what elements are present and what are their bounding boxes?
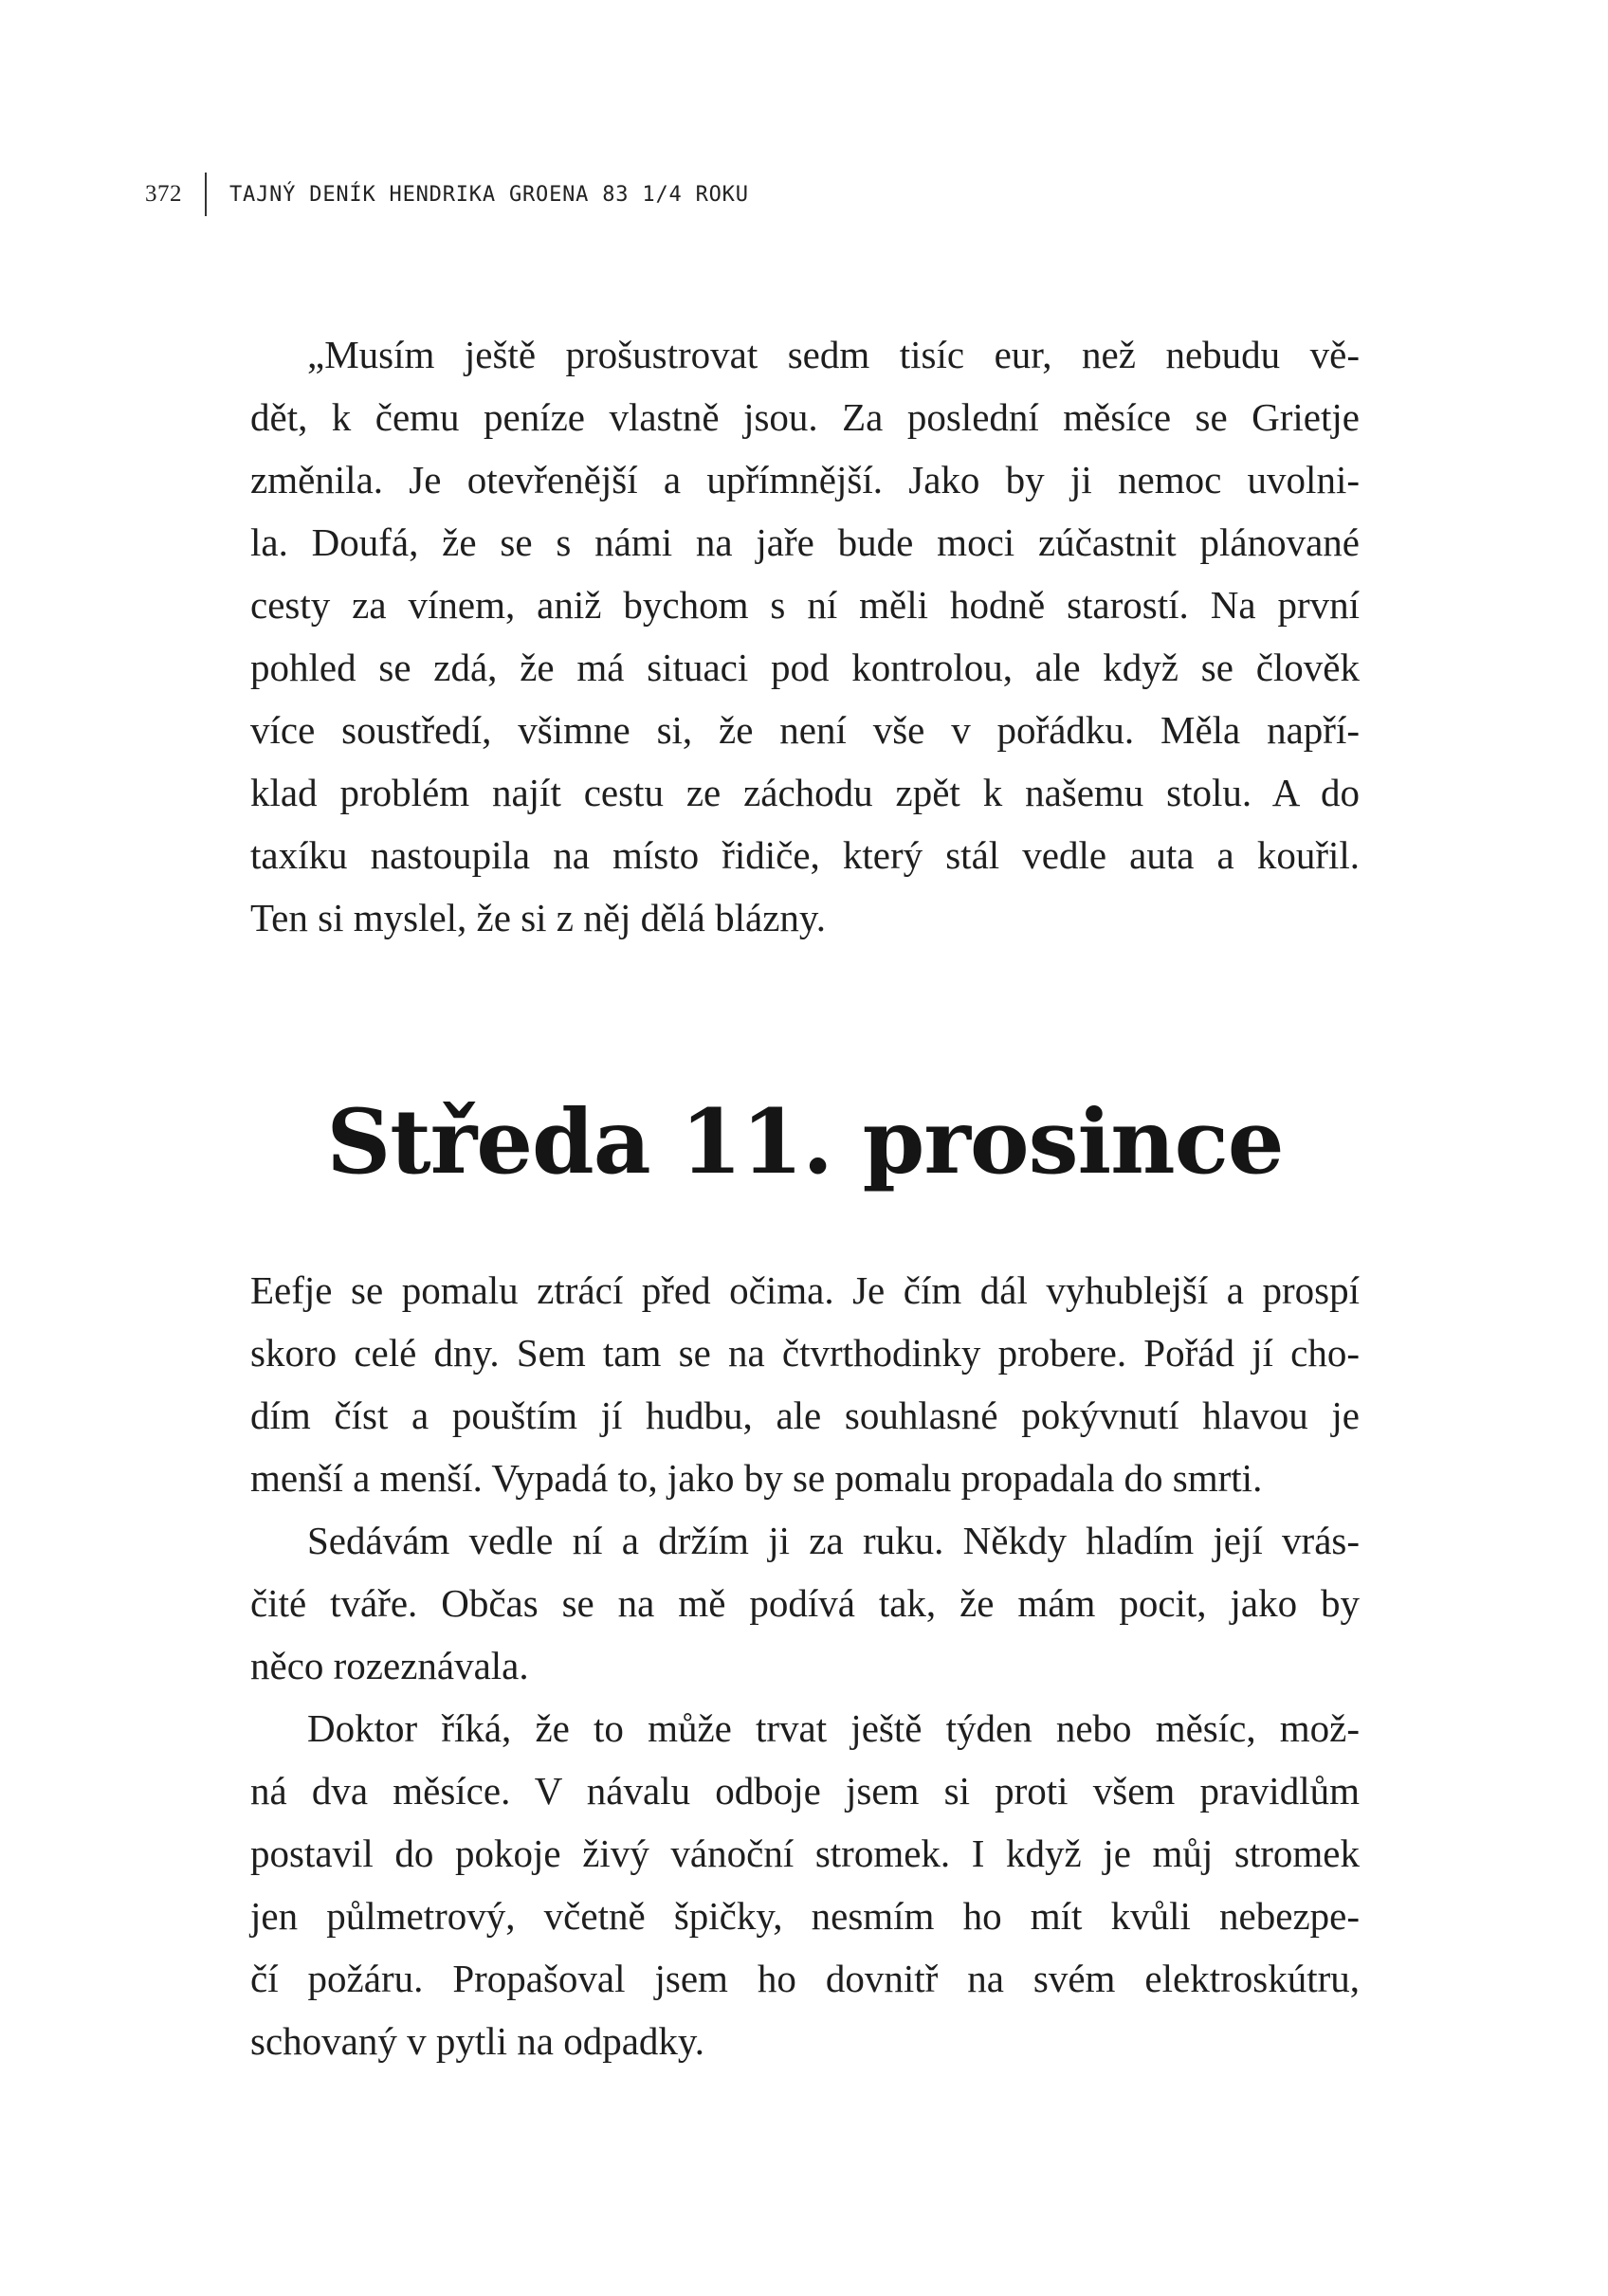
page-number: 372 (145, 181, 182, 207)
text-line: Sedávám vedle ní a držím ji za ruku. Někdy hladím její vrás- (307, 1519, 1360, 1562)
text-line: skoro celé dny. Sem tam se na čtvrthodinky probere. Pořád jí cho- (250, 1331, 1360, 1375)
book-title: TAJNÝ DENÍK HENDRIKA GROENA 83 1/4 ROKU (229, 182, 749, 207)
text-line: menší a menší. Vypadá to, jako by se pomalu propadala do smrti. (250, 1456, 1263, 1500)
text-line: jen půlmetrový, včetně špičky, nesmím ho mít kvůli nebezpe- (250, 1894, 1360, 1938)
text-line: něco rozeznávala. (250, 1644, 529, 1687)
text-line: cesty za vínem, aniž bychom s ní měli hodně starostí. Na první (250, 583, 1360, 627)
text-line: ná dva měsíce. V návalu odboje jsem si proti všem pravidlům (250, 1769, 1360, 1813)
paragraph-3 (250, 1697, 1360, 2072)
text-line: Eefje se pomalu ztrácí před očima. Je čím dál vyhublejší a prospí (250, 1268, 1360, 1312)
text-line: la. Doufá, že se s námi na jaře bude moci zúčastnit plánované (250, 520, 1360, 564)
section-heading: Středa 11. prosince (326, 1090, 1284, 1194)
text-line: Doktor říká, že to může trvat ještě týden nebo měsíc, mož- (307, 1706, 1360, 1750)
paragraph-2 (250, 1509, 1360, 1697)
text-line: změnila. Je otevřenější a upřímnější. Jako by ji nemoc uvolni- (250, 458, 1360, 501)
text-line: Ten si myslel, že si z něj dělá blázny. (250, 896, 826, 939)
text-line: více soustředí, všimne si, že není vše v pořádku. Měla napří- (250, 708, 1360, 752)
text-line: klad problém najít cestu ze záchodu zpět k našemu stolu. A do (250, 771, 1360, 814)
text-line: čí požáru. Propašoval jsem ho dovnitř na svém elektroskútru, (250, 1957, 1360, 2000)
text-line: taxíku nastoupila na místo řidiče, který stál vedle auta a kouřil. (250, 833, 1360, 877)
paragraph-1 (250, 1259, 1360, 1509)
running-head (145, 171, 749, 218)
section-body (250, 1259, 1360, 2072)
text-line: dím číst a pouštím jí hudbu, ale souhlasné pokývnutí hlavou je (250, 1394, 1360, 1437)
text-line: postavil do pokoje živý vánoční stromek. I když je můj stromek (250, 1831, 1360, 1875)
text-line: „Musím ještě prošustrovat sedm tisíc eur, než nebudu vě- (307, 333, 1360, 376)
text-line: čité tváře. Občas se na mě podívá tak, že mám pocit, jako by (250, 1581, 1360, 1625)
text-line: pohled se zdá, že má situaci pod kontrolou, ale když se člověk (250, 646, 1360, 689)
continued-paragraph (250, 323, 1360, 949)
text-line: dět, k čemu peníze vlastně jsou. Za poslední měsíce se Grietje (250, 395, 1360, 439)
text-line: schovaný v pytli na odpadky. (250, 2019, 705, 2063)
